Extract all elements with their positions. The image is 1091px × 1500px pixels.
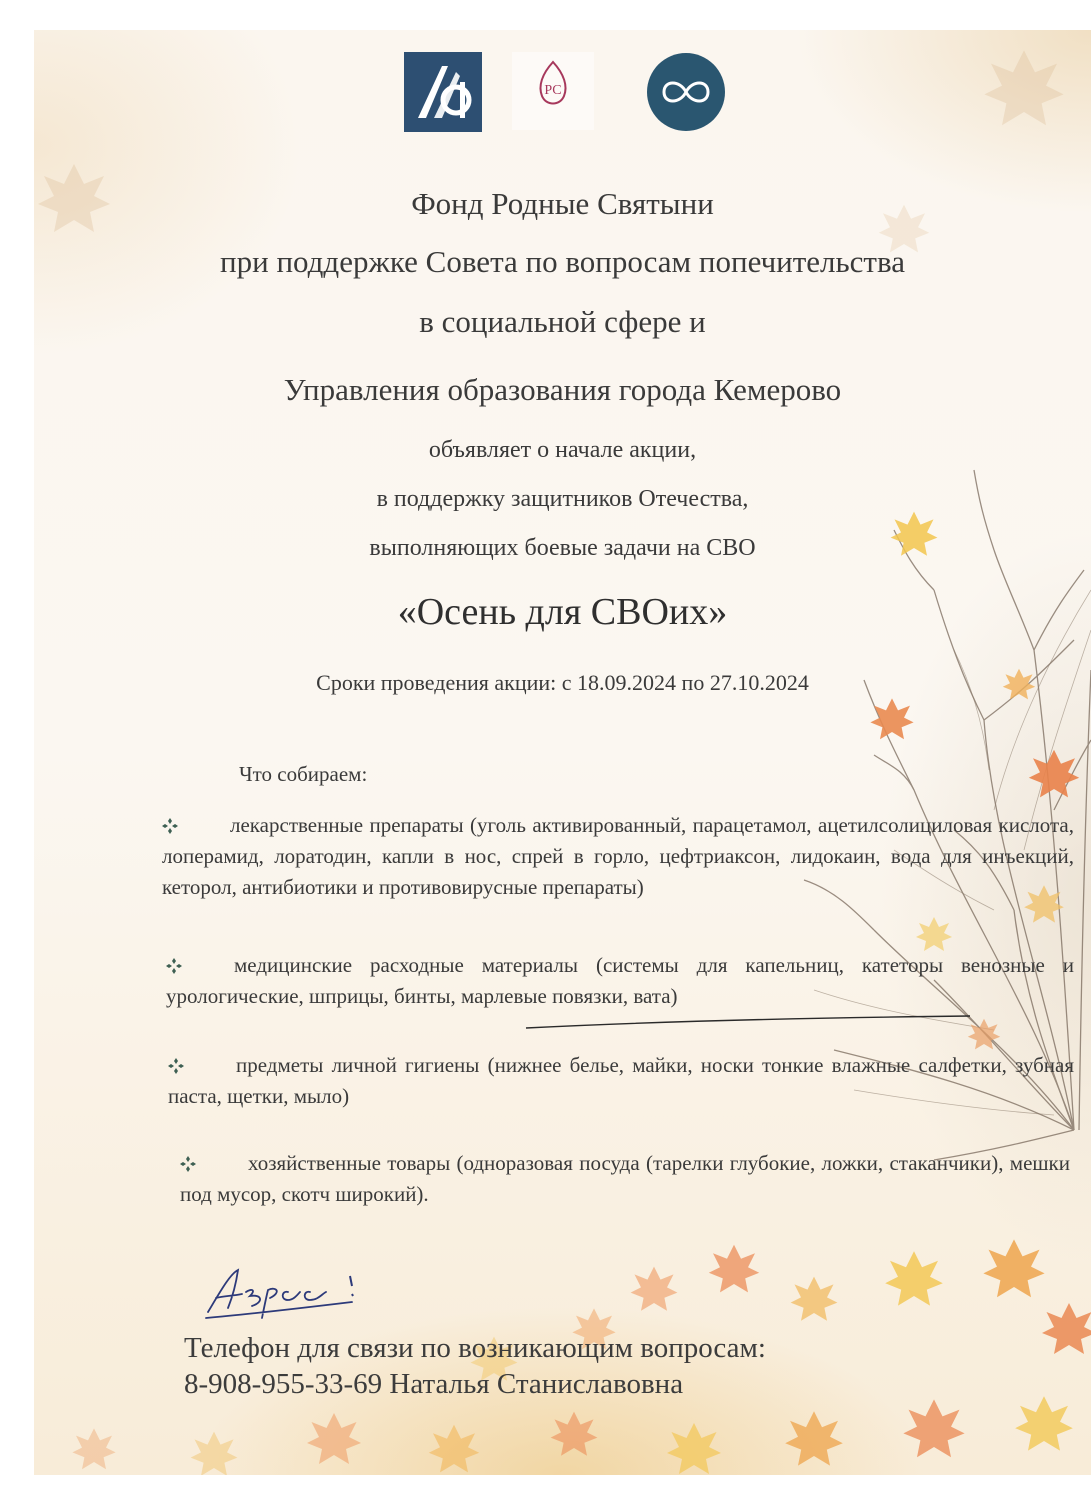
action-title: «Осень для СВОих» [397,591,728,633]
pen-underline-mark [524,1014,974,1034]
page-sheet [34,30,1091,1475]
support-line: при поддержке Совета по вопросам попечительства [220,244,905,279]
contact-label: Телефон для связи по возникающим вопросам: [184,1332,766,1364]
infinity-council-logo [646,52,726,132]
list-item-text: медицинские расходные материалы (системы для капельниц, катеторы венозные и урологические, шприцы, бинты, марлевые повязки, вата) [166,953,1074,1008]
diamond-bullet-icon [162,818,178,834]
list-item [168,1050,1074,1112]
list-item [162,810,1074,903]
rodnye-svyatyni-logo [512,52,594,130]
contact-phone: 8-908-955-33-69 Наталья Станиславовна [184,1368,684,1400]
announcement-line: объявляет о начале акции, [428,437,697,463]
list-item [180,1148,1070,1210]
education-department-logo [404,52,482,132]
svo-line: выполняющих боевые задачи на СВО [369,535,756,561]
social-sphere-line: в социальной сфере и [419,304,706,339]
action-dates: Сроки проведения акции: с 18.09.2024 по 27.10.2024 [316,670,809,695]
list-item-text: лекарственные препараты (уголь активированный, парацетамол, ацетилсолициловая кислота, лоперамид, лоратодин, капли в нос, спрей в горло, цефтриаксон, лидокаин, вода для инъекций, кеторол, антибиотики и противовирусные препараты) [162,813,1074,899]
diamond-bullet-icon [166,958,182,974]
foundation-name: Фонд Родные Святыни [411,186,714,221]
education-department-line: Управления образования города Кемерово [283,372,842,407]
collect-intro: Что собираем: [239,762,368,786]
rodnye-svyatyni-emblem-icon [512,52,594,130]
list-item-text: предметы личной гигиены (нижнее белье, майки, носки тонкие влажные салфетки, зубная паста, щетки, мыло) [168,1053,1074,1108]
logo-row [404,52,734,136]
handwritten-signature [202,1262,382,1322]
svg-text:РС: РС [544,83,562,98]
list-item-text: хозяйственные товары (одноразовая посуда (тарелки глубокие, ложки, стаканчики), мешки под мусор, скотч широкий). [180,1151,1070,1206]
defenders-line: в поддержку защитников Отечества, [376,486,749,512]
diamond-bullet-icon [180,1156,196,1172]
list-item [166,950,1074,1012]
diamond-bullet-icon [168,1058,184,1074]
